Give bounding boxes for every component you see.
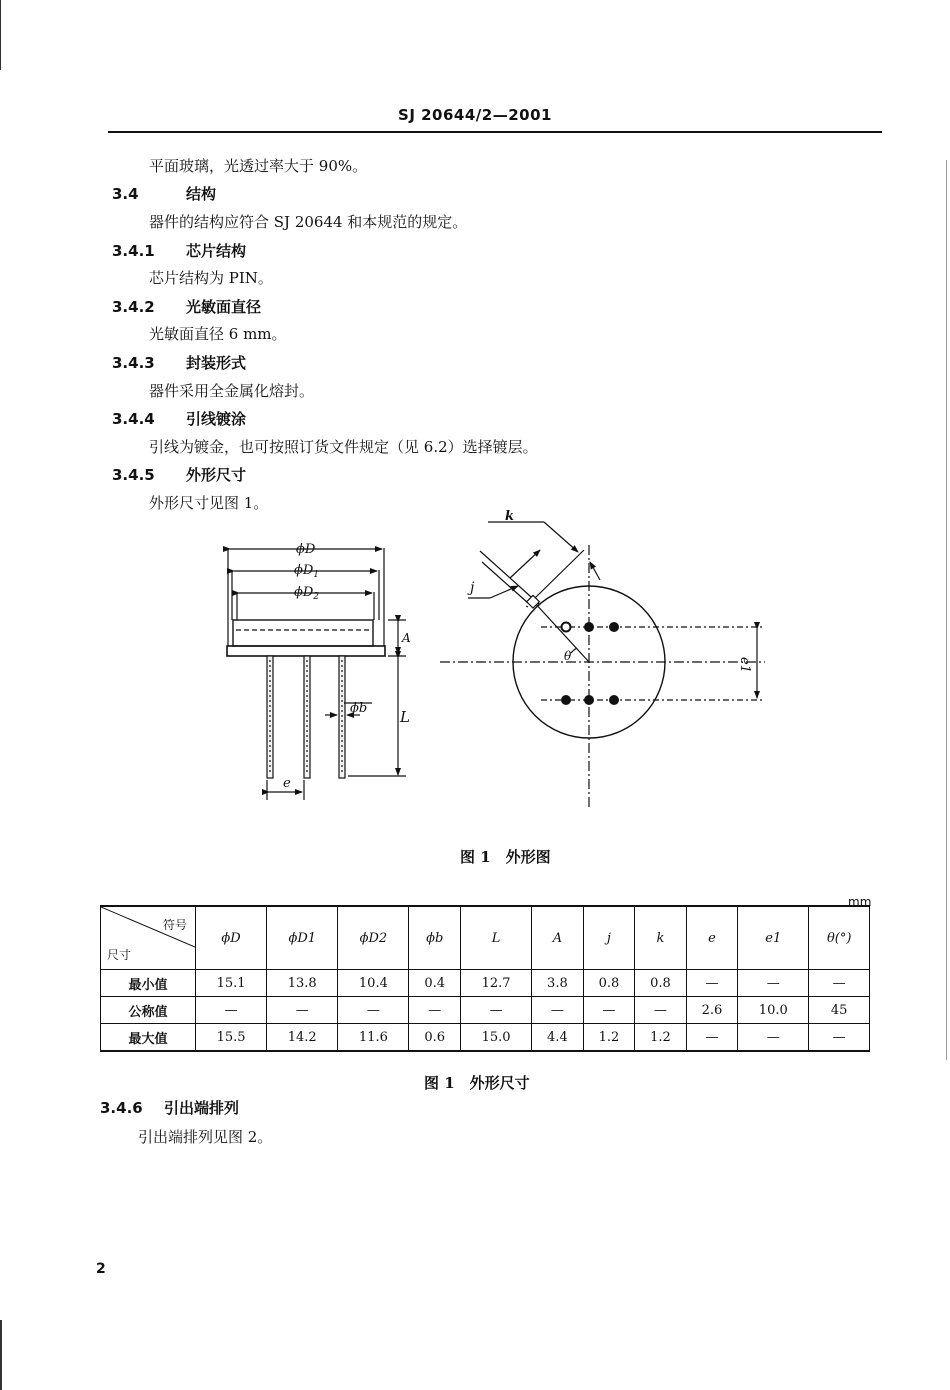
- label-k: k: [505, 509, 515, 524]
- col-header: e: [686, 906, 738, 970]
- table-cell: —: [635, 997, 687, 1024]
- table-cell: 10.0: [738, 997, 809, 1024]
- section-heading-3-4-2: 3.4.2 光敏面直径: [112, 298, 262, 316]
- section-body-3-4-6: 引出端排列见图 2。: [138, 1128, 273, 1146]
- label-j: j: [470, 580, 475, 596]
- label-L: L: [400, 708, 410, 726]
- label-phiD1: $\phi D_1$: [294, 563, 320, 580]
- table-cell: —: [686, 970, 738, 997]
- label-phib: ϕb: [350, 701, 368, 716]
- table-cell: 0.4: [409, 970, 461, 997]
- package-top-view: [440, 522, 765, 808]
- table-cell: 15.5: [196, 1024, 267, 1052]
- table-row: [101, 1024, 870, 1052]
- table-cell: —: [686, 1024, 738, 1052]
- col-header: e1: [738, 906, 809, 970]
- table-cell: —: [409, 997, 461, 1024]
- col-header: ϕb: [409, 906, 461, 970]
- table-cell: 13.8: [267, 970, 338, 997]
- table-caption: 图 1 外形尺寸: [424, 1074, 530, 1092]
- scan-edge-mark: [0, 0, 1, 70]
- table-cell: —: [738, 1024, 809, 1052]
- table-cell: 12.7: [460, 970, 531, 997]
- intro-paragraph: 平面玻璃，光透过率大于 90%。: [149, 157, 368, 175]
- table-cell: 11.6: [338, 1024, 409, 1052]
- table-cell: —: [738, 970, 809, 997]
- col-header: j: [583, 906, 635, 970]
- table-unit: mm: [848, 895, 872, 909]
- table-cell: 15.0: [460, 1024, 531, 1052]
- col-header: L: [460, 906, 531, 970]
- section-heading-3-4-1: 3.4.1 芯片结构: [112, 242, 247, 260]
- col-header: ϕD2: [338, 906, 409, 970]
- figure-caption: 图 1 外形图: [460, 848, 551, 866]
- col-header: θ(°): [809, 906, 870, 970]
- page-number: 2: [96, 1261, 106, 1277]
- section-heading-3-4: 3.4 结构: [112, 185, 217, 203]
- table-cell: —: [460, 997, 531, 1024]
- table-cell: —: [267, 997, 338, 1024]
- section-heading-3-4-4: 3.4.4 引线镀涂: [112, 410, 247, 428]
- section-heading-3-4-5: 3.4.5 外形尺寸: [112, 466, 247, 484]
- dimension-table: [100, 905, 870, 1052]
- table-cell: 45: [809, 997, 870, 1024]
- table-cell: —: [809, 1024, 870, 1052]
- table-cell: 1.2: [635, 1024, 687, 1052]
- table-cell: 2.6: [686, 997, 738, 1024]
- label-phiD2: $\phi D_2$: [294, 585, 320, 602]
- table-cell: 1.2: [583, 1024, 635, 1052]
- row-label: 公称值: [101, 997, 196, 1024]
- section-heading-3-4-6: 3.4.6 引出端排列: [100, 1099, 240, 1117]
- row-label: 最小值: [101, 970, 196, 997]
- table-cell: 4.4: [532, 1024, 584, 1052]
- table-row: [101, 970, 870, 997]
- table-row: [101, 997, 870, 1024]
- table-header-row: [101, 906, 870, 970]
- row-label: 最大值: [101, 1024, 196, 1052]
- section-body-3-4-2: 光敏面直径 6 mm。: [149, 325, 287, 343]
- table-corner-cell: [101, 906, 196, 970]
- label-e: e: [283, 776, 291, 791]
- table-cell: —: [196, 997, 267, 1024]
- table-cell: 0.8: [635, 970, 687, 997]
- col-header: ϕD1: [267, 906, 338, 970]
- label-e1: e1: [737, 657, 752, 673]
- scan-edge-mark: [0, 1320, 2, 1390]
- col-header: k: [635, 906, 687, 970]
- scan-edge-mark: [946, 160, 947, 1060]
- table-cell: —: [338, 997, 409, 1024]
- label-theta: θ: [564, 649, 572, 663]
- table-cell: 14.2: [267, 1024, 338, 1052]
- table-cell: —: [809, 970, 870, 997]
- table-cell: 0.6: [409, 1024, 461, 1052]
- package-leads: [267, 656, 345, 778]
- section-body-3-4-3: 器件采用全金属化熔封。: [149, 382, 315, 400]
- section-body-3-4-1: 芯片结构为 PIN。: [149, 269, 273, 287]
- table-cell: 3.8: [532, 970, 584, 997]
- table-cell: 0.8: [583, 970, 635, 997]
- table-cell: —: [583, 997, 635, 1024]
- label-A: A: [402, 631, 411, 645]
- document-header: SJ 20644/2—2001: [398, 106, 552, 124]
- section-body-3-4-4: 引线为镀金，也可按照订货文件规定（见 6.2）选择镀层。: [149, 438, 538, 456]
- label-phiD: ϕD: [296, 542, 316, 557]
- corner-symbol-label: 符号: [162, 918, 187, 932]
- section-body-3-4: 器件的结构应符合 SJ 20644 和本规范的规定。: [149, 213, 468, 231]
- table-cell: —: [532, 997, 584, 1024]
- corner-size-label: 尺寸: [107, 948, 132, 962]
- table-cell: 15.1: [196, 970, 267, 997]
- col-header: ϕD: [196, 906, 267, 970]
- section-heading-3-4-3: 3.4.3 封装形式: [112, 354, 247, 372]
- section-body-3-4-5: 外形尺寸见图 1。: [149, 494, 269, 512]
- table-cell: 10.4: [338, 970, 409, 997]
- col-header: A: [532, 906, 584, 970]
